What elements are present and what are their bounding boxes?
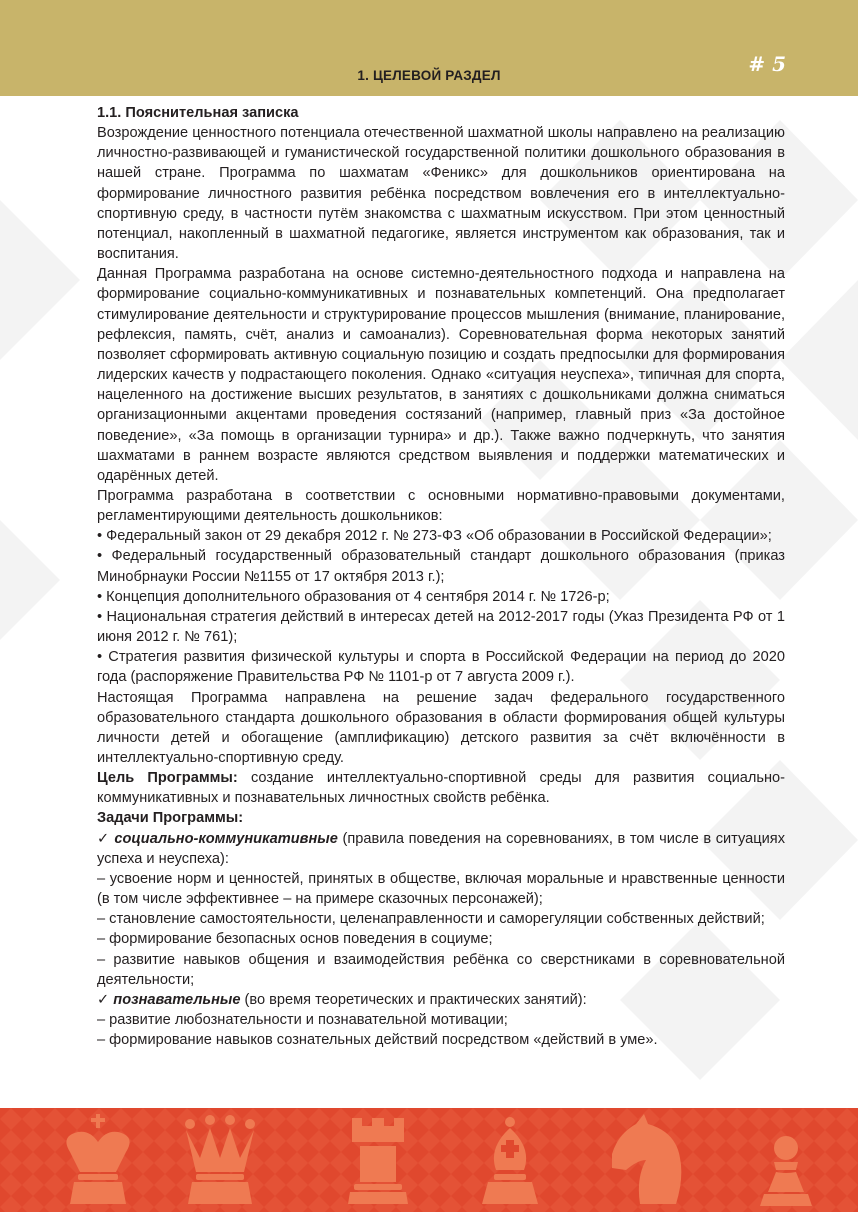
document-list-item: • Национальная стратегия действий в интересах детей на 2012-2017 годы (Указ Президента РФ от 1 июня 2012 г. № 761); xyxy=(97,608,785,646)
task-list-item: – становление самостоятельности, целенаправленности и саморегуляции собственных действий; xyxy=(97,911,765,928)
goal-label: Цель Программы: xyxy=(97,770,238,787)
document-list-item: • Стратегия развития физической культуры и спорта в Российской Федерации на период до 2020 года (распоряжение Правительства РФ № 1101-р от 7 августа 2009 г.). xyxy=(97,649,785,686)
social-tasks-note: (правила поведения на соревнованиях, в том числе в ситуациях успеха и неуспеха): xyxy=(97,830,785,867)
cognitive-tasks-heading xyxy=(97,990,785,1010)
document-body xyxy=(97,103,785,1050)
page-number: # 5 xyxy=(748,52,786,76)
subsection-heading: 1.1. Пояснительная записка xyxy=(97,105,299,121)
document-list-item: • Федеральный государственный образовательный стандарт дошкольного образования (приказ Минобрнауки России №1155 от 17 октября 2013 г.); xyxy=(97,548,785,585)
check-mark-icon: ✓ xyxy=(97,830,115,847)
task-list-item: – развитие навыков общения и взаимодействия ребёнка со сверстниками в соревновательной деятельности; xyxy=(97,951,785,988)
document-list-item: • Концепция дополнительного образования от 4 сентября 2014 г. № 1726-р; xyxy=(97,588,610,605)
check-mark-icon: ✓ xyxy=(97,991,114,1008)
tasks-heading: Задачи Программы: xyxy=(97,810,244,827)
paragraph-purpose: Настоящая Программа направлена на решение задач федерального государственного образовательного стандарта дошкольного образования в области формирования общей культуры личности детей и обогащение (амплификацию) детского развития за счёт включённости в интеллектуально-спортивную среду. xyxy=(97,689,785,766)
social-tasks-heading xyxy=(97,829,785,869)
paragraph-intro: Возрождение ценностного потенциала отечественной шахматной школы направлено на реализацию личностно-развивающей и гуманистической государственной политики дошкольного образования в нашей стране. Программа по шахматам «Феникс» для дошкольников ориентирована на формирование личностного развития ребёнка посредством вовлечения его в интеллектуально-спортивную среду, в частности путём знакомства с шахматным искусством. При этом ценностный потенциал, накопленный в шахматной педагогике, является инструментом как образования, так и воспитания. xyxy=(97,125,785,263)
social-tasks-label: социально-коммуникативные xyxy=(114,830,338,847)
paragraph-documents-intro: Программа разработана в соответствии с основными нормативно-правовыми документами, регламентирующими деятельность дошкольников: xyxy=(97,487,785,525)
task-list-item: – развитие любознательности и познавательной мотивации; xyxy=(97,1012,508,1029)
cognitive-tasks-note: (во время теоретических и практических занятий): xyxy=(240,991,587,1008)
footer-band xyxy=(0,1108,858,1212)
cognitive-tasks-label: познавательные xyxy=(113,991,241,1008)
paragraph-approach: Данная Программа разработана на основе системно-деятельностного подхода и направлена на формирование социально-коммуникативных и познавательных компетенций. Она предполагает стимулирование деятельности и структурирование процессов мышления (внимание, планирование, рефлексия, память, счёт, анализ и самоанализ). Соревновательная форма некоторых занятий позволяет сформировать активную социальную позицию и создать предпосылки для формирования лидерских качеств у подрастающего поколения. Однако «ситуация неуспеха», типичная для спорта, нацеленного на достижение высших результатов, в занятиях с дошкольниками должна сниматься организационными акцентами проведения состязаний (например, главный приз «За достойное поведение», «За помощь в организации турнира» и др.). Также важно подчеркнуть, что занятия шахматами в раннем возрасте являются средством выявления и поддержки математических и одарённых детей. xyxy=(97,266,785,484)
chess-pieces-row xyxy=(0,1108,858,1212)
task-list-item: – формирование навыков сознательных действий посредством «действий в уме». xyxy=(97,1032,658,1049)
section-title: 1. ЦЕЛЕВОЙ РАЗДЕЛ xyxy=(357,68,501,83)
goal-paragraph xyxy=(97,768,785,808)
task-list-item: – усвоение норм и ценностей, принятых в обществе, включая моральные и нравственные ценности (в том числе эффективнее – на примере сказочных персонажей); xyxy=(97,870,785,908)
goal-text: создание интеллектуально-спортивной среды для развития социально-коммуникативных и познавательных личностных свойств ребёнка. xyxy=(97,770,785,807)
task-list-item: – формирование безопасных основ поведения в социуме; xyxy=(97,931,493,948)
header-band xyxy=(0,0,858,96)
document-list-item: • Федеральный закон от 29 декабря 2012 г. № 273-ФЗ «Об образовании в Российской Федерации»; xyxy=(97,528,772,545)
